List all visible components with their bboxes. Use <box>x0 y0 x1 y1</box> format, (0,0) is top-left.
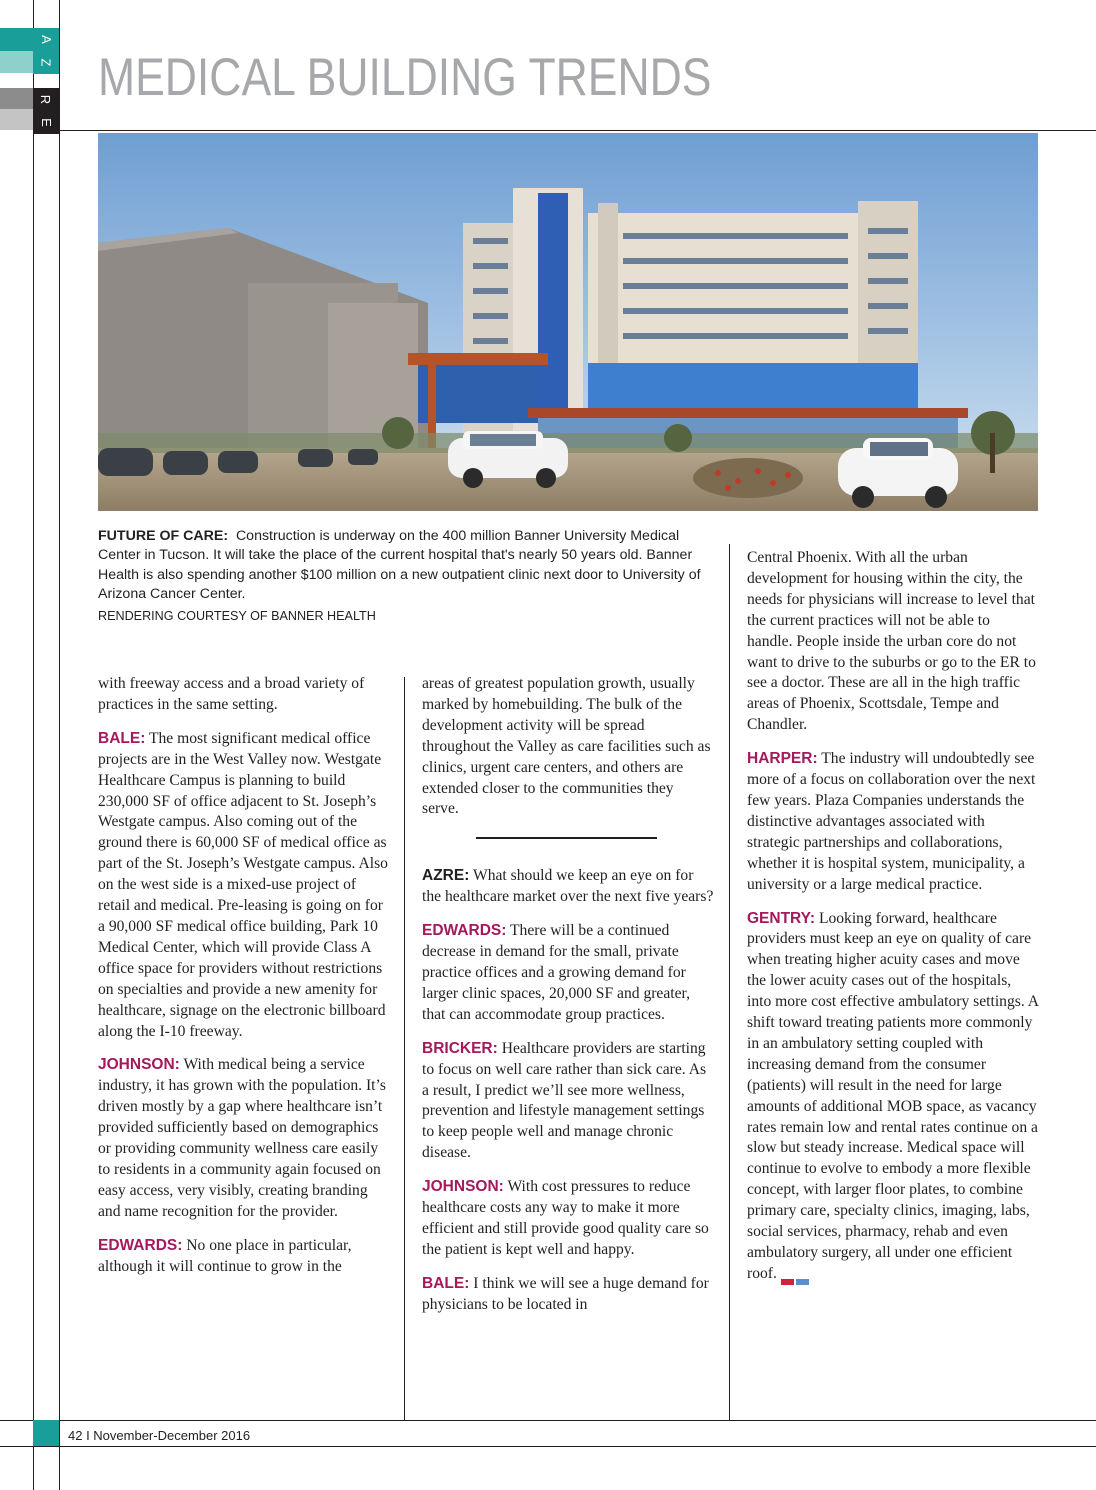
photo-caption <box>98 527 708 626</box>
footer-rule-bottom <box>0 1446 1096 1447</box>
section-letter: E <box>33 111 59 134</box>
article-column-1 <box>98 674 390 1290</box>
column-rule-2 <box>729 544 730 1420</box>
rail-tab-gray <box>0 88 33 109</box>
paragraph-text: The industry will undoubtedly see more of a focus on collaboration over the next few years. Plaza Companies understands the distinctive advantages associated with strategic partnerships and collaborations, whether it is hospital system, municipality, a university or a large medical practice. <box>747 750 1036 893</box>
page-folio: 42 I November-December 2016 <box>68 1428 251 1443</box>
page-title: MEDICAL BUILDING TRENDS <box>98 48 712 107</box>
title-rule <box>60 130 1096 131</box>
speaker-name: EDWARDS: <box>98 1236 183 1254</box>
photo-credit: RENDERING COURTESY OF BANNER HEALTH <box>98 608 376 623</box>
rail-tab-lightgray <box>0 109 33 130</box>
caption-text: Construction is underway on the 400 million Banner University Medical Center in Tucson. It will take the place of the current hospital that's nearly 50 years old. Banner Health is also spending another $100 million on a new outpatient clinic next door to University of Arizona Cancer Center. <box>98 528 701 603</box>
paragraph <box>422 1177 714 1261</box>
paragraph-text: With medical being a service industry, it has grown with the population. It’s driven mostly by a gap where healthcare isn’t provided sufficiently based on demographics or providing community wellness care easily to residents in a community again focused on easy access, very visibly, creating branding and name recognition for the provider. <box>98 1056 386 1220</box>
paragraph <box>98 1236 390 1278</box>
caption-lead: FUTURE OF CARE: <box>98 528 229 544</box>
paragraph <box>747 909 1039 1285</box>
speaker-name: BALE: <box>422 1274 470 1292</box>
paragraph <box>747 749 1039 895</box>
paragraph-text: What should we keep an eye on for the healthcare market over the next five years? <box>422 867 714 906</box>
paragraph <box>98 1055 390 1222</box>
speaker-name: BALE: <box>98 729 146 747</box>
paragraph-text: I think we will see a huge demand for physicians to be located in <box>422 1274 709 1313</box>
rail-line-right <box>59 0 60 1490</box>
rail-tab-lightteal <box>0 51 33 73</box>
paragraph <box>422 1039 714 1164</box>
section-tab <box>33 28 59 134</box>
speaker-name: JOHNSON: <box>98 1056 180 1074</box>
speaker-name: AZRE: <box>422 867 470 885</box>
speaker-name: GENTRY: <box>747 909 816 927</box>
rail-tab-teal <box>0 28 33 51</box>
paragraph <box>422 866 714 908</box>
speaker-name: BRICKER: <box>422 1039 498 1057</box>
hospital-rendering-image <box>98 133 1038 511</box>
paragraph <box>422 1274 714 1316</box>
paragraph-text: There will be a continued decrease in demand for the small, private practice offices and a growing demand for larger clinic spaces, 20,000 SF and greater, that can accommodate group practices. <box>422 922 690 1023</box>
footer-tab <box>33 1420 59 1446</box>
paragraph <box>422 921 714 1026</box>
paragraph-text: Looking forward, healthcare providers must keep an eye on quality of care when treating higher acuity cases and move the lower acuity cases out of the hospitals, into more cost effective ambulatory settings. A shift toward treating patients more commonly in an ambulatory setting coupled with increasing demand from the consumer (patients) will result in the need for large amounts of additional MOB space, as vacancy rates remain low and rental rates continue on a slow but steady increase. Medical space will continue to evolve to embody a more flexible concept, with larger floor plates, to combine primary care, specialty clinics, imaging, labs, social services, pharmacy, rehab and even ambulatory surgery, all under one efficient roof. <box>747 909 1039 1282</box>
paragraph-text: With cost pressures to reduce healthcare costs any way to make it more efficient and still provide good quality care so the patient is kept well and happy. <box>422 1178 709 1258</box>
speaker-name: HARPER: <box>747 750 818 768</box>
paragraph: Central Phoenix. With all the urban development for housing within the city, the needs for physicians will increase to level that the current practices will not be able to handle. People inside the urban core do not want to drive to the suburbs or go to the ER to see a doctor. These are all in the high traffic areas of Phoenix, Scottsdale, Tempe and Chandler. <box>747 549 1036 734</box>
article-column-2 <box>422 674 714 1329</box>
speaker-name: JOHNSON: <box>422 1178 504 1196</box>
footer-rule-top <box>0 1420 1096 1421</box>
paragraph: areas of greatest population growth, usually marked by homebuilding. The bulk of the development activity will be spread throughout the Valley as care facilities such as clinics, urgent care centers, and others are extended closer to the communities they serve. <box>422 675 711 818</box>
column-rule-1 <box>404 677 405 1420</box>
section-letter: Z <box>33 51 59 74</box>
rail-line-left <box>33 0 34 1490</box>
article-column-3 <box>747 548 1039 1298</box>
end-of-article-icon <box>781 1271 795 1277</box>
section-letter: A <box>33 28 59 51</box>
section-letter: R <box>33 88 59 111</box>
paragraph-text: Healthcare providers are starting to focus on well care rather than sick care. As a result, I predict we’ll see more wellness, prevention and lifestyle management settings to keep people well and manage chronic disease. <box>422 1039 707 1162</box>
paragraph: with freeway access and a broad variety of practices in the same setting. <box>98 675 365 713</box>
paragraph-text: No one place in particular, although it will continue to grow in the <box>98 1236 352 1275</box>
speaker-name: EDWARDS: <box>422 922 507 940</box>
paragraph-text: The most significant medical office projects are in the West Valley now. Westgate Healthcare Campus is planning to build 230,000 SF of office adjacent to St. Joseph’s Westgate campus. Also coming out of the ground there is 60,000 SF of medical office as part of the St. Joseph’s Westgate campus. Also on the west side is a mixed-use project of retail and medical. Pre-leasing is going on for a 90,000 SF medical office building, Park 10 Medical Center, which will provide Class A office space for providers without restrictions on specialties and provide a new amenity for healthcare, signage on the electronic billboard along the I-10 freeway. <box>98 729 388 1040</box>
paragraph <box>98 729 390 1043</box>
